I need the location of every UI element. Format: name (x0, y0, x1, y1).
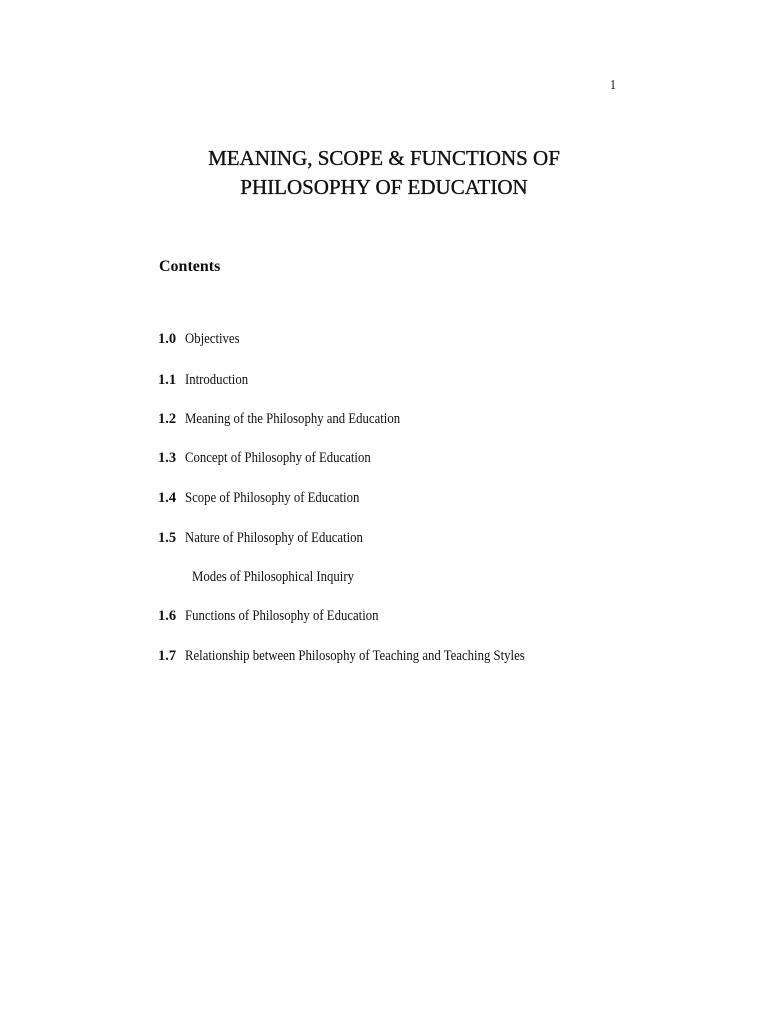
toc-label: Modes of Philosophical Inquiry (192, 569, 354, 585)
toc-label: Nature of Philosophy of Education (185, 530, 363, 546)
toc-item-1-5 (158, 528, 387, 548)
document-title (0, 144, 768, 202)
toc-item-1-1 (158, 370, 257, 390)
toc-number: 1.6 (158, 608, 177, 624)
contents-heading: Contents (159, 258, 221, 275)
toc-label: Functions of Philosophy of Education (185, 608, 379, 624)
toc-number: 1.5 (158, 530, 177, 546)
toc-label: Scope of Philosophy of Education (185, 490, 360, 506)
toc-item-1-7 (158, 646, 571, 666)
toc-number: 1.7 (158, 648, 177, 664)
toc-item-1-3 (158, 448, 396, 468)
toc-number: 1.4 (158, 490, 177, 506)
toc-item-1-2 (158, 409, 429, 429)
title-line-1: MEANING, SCOPE & FUNCTIONS OF (208, 146, 560, 171)
toc-number: 1.3 (158, 450, 177, 466)
toc-label: Objectives (185, 331, 240, 347)
toc-item-1-4 (158, 488, 383, 508)
toc-item-1-0 (158, 329, 247, 349)
page-number: 1 (610, 78, 616, 93)
toc-subitem-modes (158, 567, 376, 587)
toc-number: 1.1 (158, 372, 177, 388)
toc-label: Relationship between Philosophy of Teaching and Teaching Styles (185, 648, 525, 664)
toc-item-1-6 (158, 606, 405, 626)
title-line-2: PHILOSOPHY OF EDUCATION (240, 175, 528, 200)
toc-label: Meaning of the Philosophy and Education (185, 411, 401, 427)
toc-number: 1.0 (158, 331, 177, 347)
toc-label: Introduction (185, 372, 249, 388)
toc-label: Concept of Philosophy of Education (185, 450, 371, 466)
toc-number: 1.2 (158, 411, 177, 427)
